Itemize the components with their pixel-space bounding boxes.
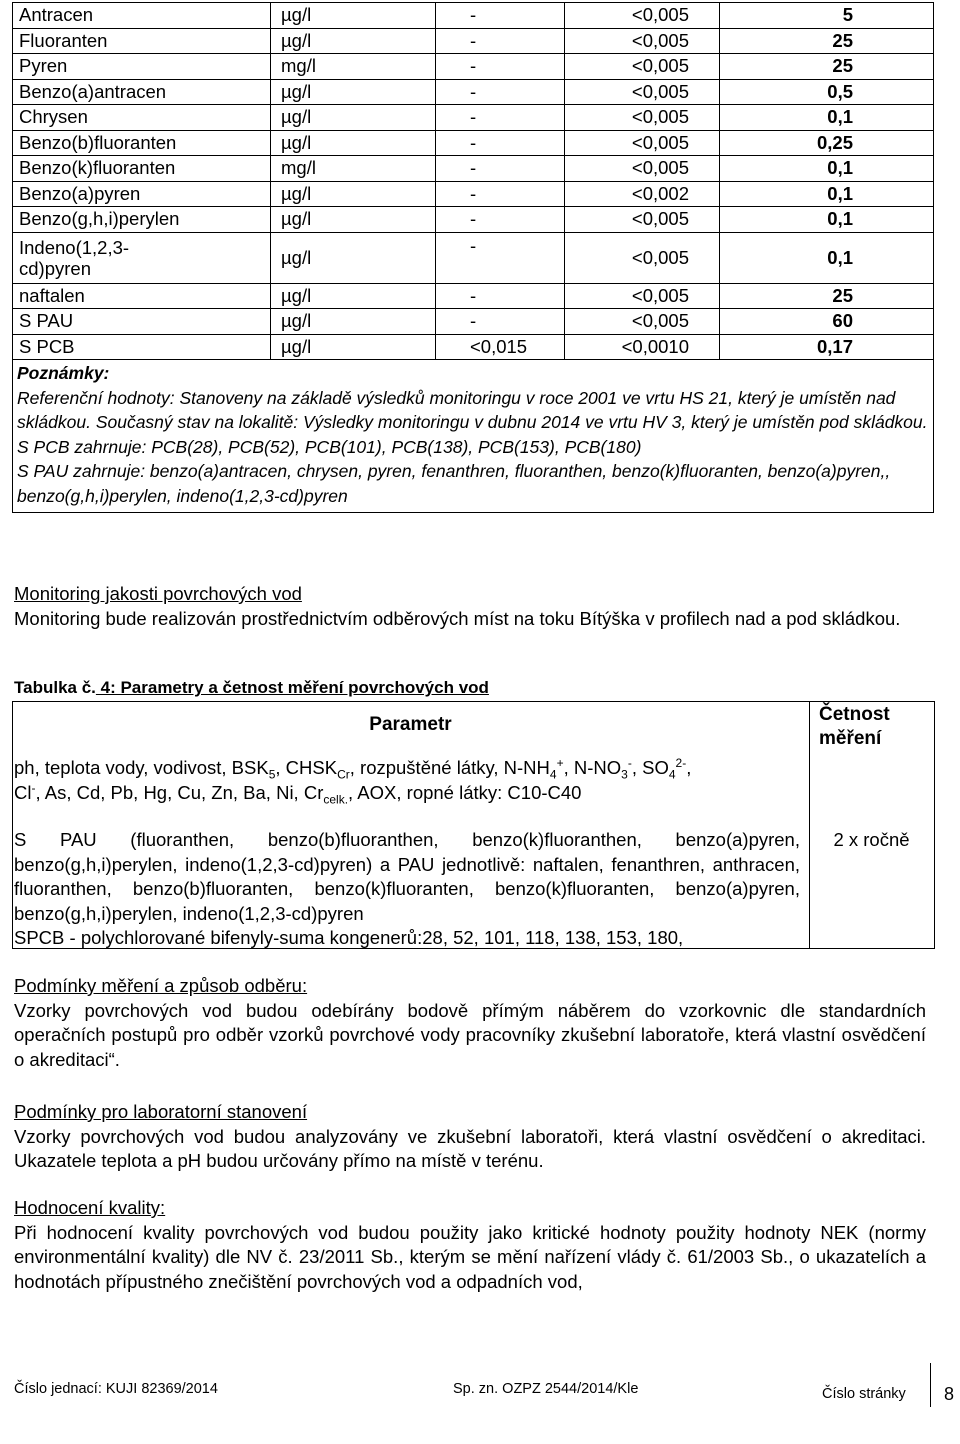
quality-heading: Hodnocení kvality: (14, 1197, 166, 1218)
current-value: <0,005 (565, 28, 720, 54)
notes-text (17, 386, 929, 435)
reference-value: - (436, 28, 565, 54)
substance-name: Chrysen (13, 105, 271, 131)
table-row (13, 181, 934, 207)
section-sampling (14, 974, 926, 1072)
table-row (13, 156, 934, 182)
table-row (13, 105, 934, 131)
row-pau-params (14, 828, 800, 951)
table4-caption-prefix: Tabulka č. (14, 678, 96, 697)
limit-value: 60 (720, 309, 934, 335)
table-row (13, 28, 934, 54)
current-value: <0,005 (565, 3, 720, 29)
substance-name: Benzo(k)fluoranten (13, 156, 271, 182)
monitoring-heading: Monitoring jakosti povrchových vod (14, 583, 302, 604)
table-row (13, 309, 934, 335)
current-value: <0,005 (565, 283, 720, 309)
unit: µg/l (271, 283, 436, 309)
current-value: <0,005 (565, 156, 720, 182)
current-value: <0,005 (565, 207, 720, 233)
table-row (13, 232, 934, 283)
header-frequency (819, 703, 890, 751)
notes-title: Poznámky: (17, 363, 110, 383)
limit-value: 25 (720, 54, 934, 80)
unit: µg/l (271, 28, 436, 54)
footer-reference: Číslo jednací: KUJI 82369/2014 (14, 1381, 218, 1397)
substance-name: S PAU (13, 309, 271, 335)
footer-page-label: Číslo stránky (822, 1386, 906, 1402)
reference-value: - (436, 283, 565, 309)
substance-name: Antracen (13, 3, 271, 29)
notes-current: Současný stav na lokalitě: Výsledky monitoringu v dubnu 2014 ve vrtu HV 3, který je umístěn pod skládkou. (95, 412, 928, 432)
pollutant-table (12, 2, 934, 513)
current-value: <0,005 (565, 54, 720, 80)
current-value: <0,005 (565, 105, 720, 131)
unit: mg/l (271, 156, 436, 182)
limit-value: 0,17 (720, 334, 934, 360)
substance-name: Fluoranten (13, 28, 271, 54)
parameters-table (12, 701, 934, 949)
substance-name: Benzo(a)antracen (13, 79, 271, 105)
current-value: <0,002 (565, 181, 720, 207)
unit: mg/l (271, 54, 436, 80)
notes-cell (13, 360, 934, 513)
reference-value: - (436, 130, 565, 156)
header-param: Parametr (369, 714, 452, 735)
unit: µg/l (271, 3, 436, 29)
substance-name: S PCB (13, 334, 271, 360)
unit: µg/l (271, 130, 436, 156)
reference-value: - (436, 79, 565, 105)
unit: µg/l (271, 232, 436, 283)
limit-value: 0,1 (720, 181, 934, 207)
reference-value: <0,015 (436, 334, 565, 360)
limit-value: 0,5 (720, 79, 934, 105)
monitoring-text: Monitoring bude realizován prostřednictvím odběrových míst na toku Bítýška v profilech nad a pod skládkou. (14, 607, 901, 629)
quality-text: Při hodnocení kvality povrchových vod budou použity jako kritické hodnoty použity hodnoty NEK (normy environmentální kvality) dle NV č. 23/2011 Sb., kterým se mění nařízení vlády č. 61/2003 Sb., o ukazatelích a hodnotách přípustného znečištění povrchových vod a odpadních vod, (14, 1221, 926, 1292)
table-row (13, 130, 934, 156)
footer-file-number: Sp. zn. OZPZ 2544/2014/Kle (453, 1381, 639, 1397)
substance-name: Pyren (13, 54, 271, 80)
table4-caption-rest: 4: Parametry a četnost měření povrchových vod (95, 678, 489, 697)
limit-value: 0,1 (720, 156, 934, 182)
reference-value: - (436, 54, 565, 80)
unit: µg/l (271, 309, 436, 335)
section-lab (14, 1100, 926, 1174)
substance-name: naftalen (13, 283, 271, 309)
substance-name: Benzo(a)pyren (13, 181, 271, 207)
substance-name: Indeno(1,2,3- cd)pyren (13, 232, 271, 283)
current-value: <0,005 (565, 309, 720, 335)
limit-value: 0,1 (720, 232, 934, 283)
sampling-text: Vzorky povrchových vod budou odebírány bodově přímým náběrem do vzorkovnic dle standardních operačních postupů pro odběr vzorků povrchové vody pracovníky zkušební laboratoře, která vlastní osvědčení o akreditaci“. (14, 999, 926, 1070)
table-border (809, 701, 810, 949)
reference-value: - (436, 181, 565, 207)
table-row (13, 79, 934, 105)
unit: µg/l (271, 334, 436, 360)
section-quality (14, 1196, 926, 1294)
header-frequency-1: Četnost (819, 704, 890, 725)
reference-value: - (436, 309, 565, 335)
reference-value: - (436, 105, 565, 131)
substance-name: Benzo(b)fluoranten (13, 130, 271, 156)
reference-value: - (436, 3, 565, 29)
table-border (12, 701, 13, 949)
limit-value: 0,1 (720, 207, 934, 233)
reference-value: - (436, 232, 565, 283)
limit-value: 0,1 (720, 105, 934, 131)
footer-divider (930, 1363, 931, 1407)
substance-name: Benzo(g,h,i)perylen (13, 207, 271, 233)
current-value: <0,005 (565, 232, 720, 283)
unit: µg/l (271, 207, 436, 233)
current-value: <0,005 (565, 130, 720, 156)
table-row (13, 207, 934, 233)
notes-reference: Referenční hodnoty: Stanoveny na základě výsledků monitoringu v roce 2001 ve vrtu HS 21, který je umístěn nad skládkou. (17, 387, 896, 432)
limit-value: 25 (720, 28, 934, 54)
current-value: <0,0010 (565, 334, 720, 360)
table-border (934, 701, 935, 949)
limit-value: 0,25 (720, 130, 934, 156)
notes-pcb: S PCB zahrnuje: PCB(28), PCB(52), PCB(101), PCB(138), PCB(153), PCB(180) (17, 436, 642, 457)
unit: µg/l (271, 105, 436, 131)
header-frequency-2: měření (819, 728, 882, 749)
unit: µg/l (271, 181, 436, 207)
row-pcb-text: SPCB - polychlorované bifenyly-suma kongenerů:28, 52, 101, 118, 138, 153, 180, (14, 927, 684, 948)
row-pau-text: S PAU (fluoranthen, benzo(b)fluoranthen, benzo(k)fluoranthen, benzo(a)pyren, benzo(g,h,i)perylen, indeno(1,2,3-cd)pyren) a PAU jednotlivě: naftalen, fenanthren, anthracen, fluoranthen, benzo(b)fluoranten, benzo(k)fluoranten, benzo(k)fluoranten, benzo(a)pyren, benzo(g,h,i)perylen, indeno(1,2,3-cd)pyren (14, 829, 800, 924)
limit-value: 25 (720, 283, 934, 309)
table-row (13, 334, 934, 360)
monitoring-section (14, 582, 926, 631)
reference-value: - (436, 156, 565, 182)
reference-value: - (436, 207, 565, 233)
frequency-value: 2 x ročně (833, 829, 910, 850)
sampling-heading: Podmínky měření a způsob odběru: (14, 975, 308, 996)
table-row (13, 54, 934, 80)
notes-pau: S PAU zahrnuje: benzo(a)antracen, chrysen, pyren, fenanthren, fluoranthen, benzo(k)fluoranten, benzo(a)pyren,, benzo(g,h,i)perylen, indeno(1,2,3-cd)pyren (17, 461, 891, 506)
unit: µg/l (271, 79, 436, 105)
table-row (13, 3, 934, 29)
limit-value: 5 (720, 3, 934, 29)
row-basic-params: ph, teplota vody, vodivost, $BSK_5$, $CHSK_{Cr}$, rozpuštěné látky, $N-NH_4^+$, $N-NO_3^-$, $SO_4^{2-}$, Cl-, As, Cd, Pb, Hg, Cu, Zn, Ba, Ni, $Cr_{celk.}$, AOX, ropné látky: C10-C40 (14, 755, 692, 807)
table4-caption (14, 678, 489, 698)
table-row (13, 283, 934, 309)
lab-text: Vzorky povrchových vod budou analyzovány ve zkušební laboratoři, která vlastní osvědčení o akreditaci. Ukazatele teplota a pH budou určovány přímo na místě v terénu. (14, 1125, 926, 1171)
lab-heading: Podmínky pro laboratorní stanovení (14, 1101, 308, 1122)
current-value: <0,005 (565, 79, 720, 105)
footer-page-number: 8 (944, 1384, 955, 1404)
table-border (12, 701, 934, 702)
